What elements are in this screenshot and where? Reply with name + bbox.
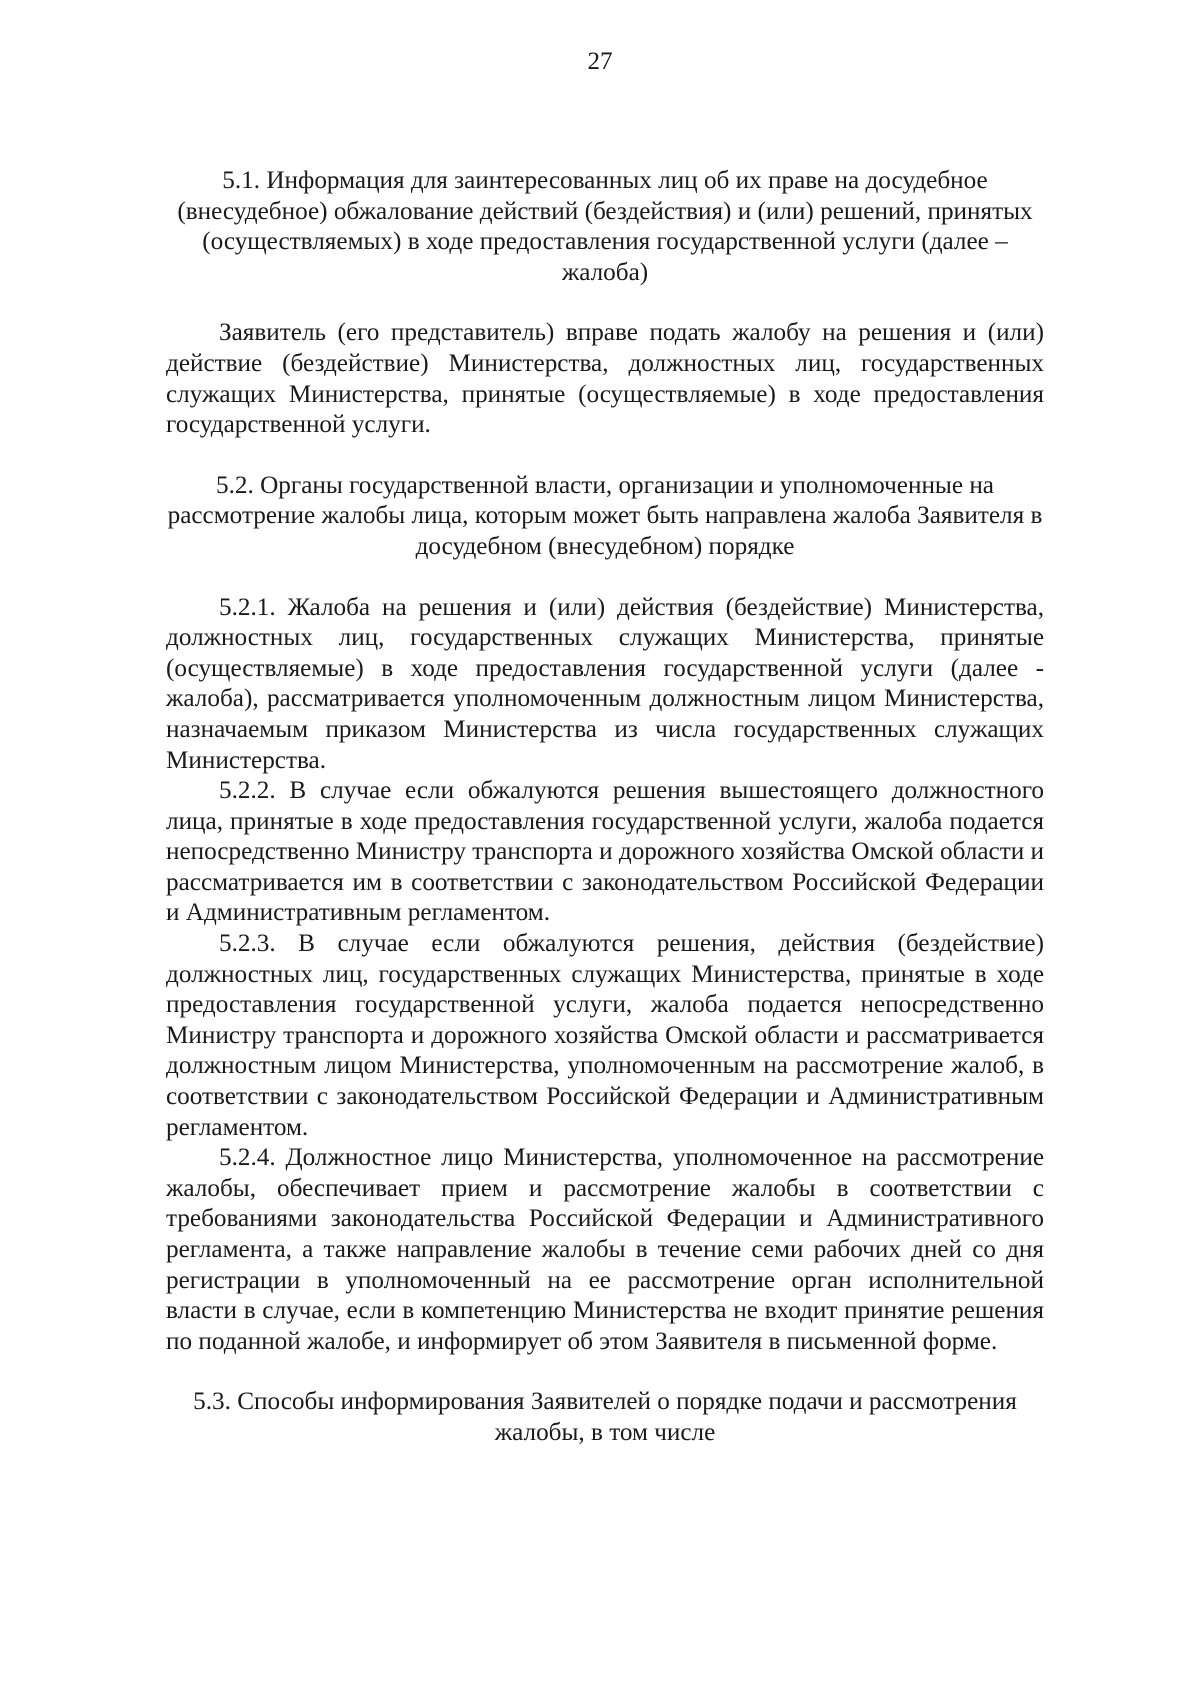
paragraph-5-2-2: 5.2.2. В случае если обжалуются решения вышестоящего должностного лица, принятые в ходе предоставления государственной услуги, жалоба подается непосредственно Министру транспорта и дорожного хозяйства Омской области и рассматривается им в соответствии с законодательством Российской Федерации и Административным регламентом. [166,777,1044,927]
page-number: 27 [587,48,613,75]
section-heading-5-2: 5.2. Органы государственной власти, организации и уполномоченные на рассмотрение жалобы лица, которым может быть направлена жалоба Заявителя в досудебном (внесудебном) порядке [167,471,1043,560]
document-body [166,166,1044,1449]
spacer [166,1357,1044,1387]
section-heading-5-3: 5.3. Способы информирования Заявителей о порядке подачи и рассмотрения жалобы, в том числе [193,1388,1017,1446]
paragraph-5-1: Заявитель (его представитель) вправе подать жалобу на решения и (или) действие (бездействие) Министерства, должностных лиц, государственных служащих Министерства, принятые (осуществляемые) в ходе предоставления государственной услуги. [166,319,1044,439]
paragraph-5-2-4: 5.2.4. Должностное лицо Министерства, уполномоченное на рассмотрение жалобы, обеспечивает прием и рассмотрение жалобы в соответствии с требованиями законодательства Российской Федерации и Административного регламента, а также направление жалобы в течение семи рабочих дней со дня регистрации в уполномоченный на ее рассмотрение орган исполнительной власти в случае, если в компетенцию Министерства не входит принятие решения по поданной жалобе, и информирует об этом Заявителя в письменной форме. [166,1144,1044,1355]
spacer [166,441,1044,471]
paragraph-5-2-1: 5.2.1. Жалоба на решения и (или) действия (бездействие) Министерства, должностных лиц, государственных служащих Министерства, принятые (осуществляемые) в ходе предоставления государственной услуги (далее - жалоба), рассматривается уполномоченным должностным лицом Министерства, назначаемым приказом Министерства из числа государственных служащих Министерства. [166,593,1044,774]
spacer [166,563,1044,593]
section-heading-5-1: 5.1. Информация для заинтересованных лиц об их праве на досудебное (внесудебное) обжалование действий (бездействия) и (или) решений, принятых (осуществляемых) в ходе предоставления государственной услуги (далее – жалоба) [177,167,1033,286]
paragraph-5-2-3: 5.2.3. В случае если обжалуются решения, действия (бездействие) должностных лиц, государственных служащих Министерства, принятые в ходе предоставления государственной услуги, жалоба подается непосредственно Министру транспорта и дорожного хозяйства Омской области и рассматривается должностным лицом Министерства, уполномоченным на рассмотрение жалоб, в соответствии с законодательством Российской Федерации и Административным регламентом. [166,930,1044,1141]
spacer [166,288,1044,318]
